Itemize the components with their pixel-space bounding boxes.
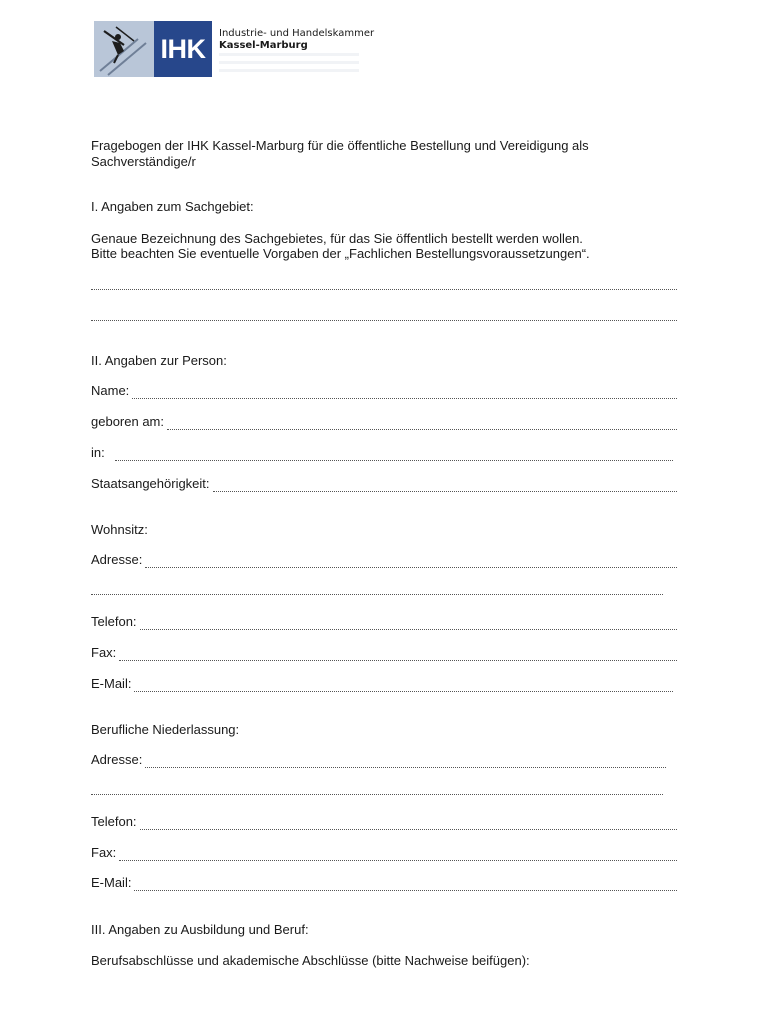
nationality-input-line[interactable] bbox=[213, 480, 677, 492]
birthdate-input-line[interactable] bbox=[167, 418, 677, 430]
subject-area-field-1[interactable] bbox=[91, 278, 677, 290]
residence-fax-field[interactable] bbox=[91, 645, 677, 661]
residence-address-field[interactable] bbox=[91, 552, 677, 568]
residence-email-input-line[interactable] bbox=[134, 680, 673, 692]
section-1-text-1: Genaue Bezeichnung des Sachgebietes, für das Sie öffentlich bestellt werden wollen. bbox=[91, 231, 583, 246]
name-label: Name: bbox=[91, 383, 130, 398]
residence-phone-field[interactable] bbox=[91, 614, 677, 630]
office-phone-label: Telefon: bbox=[91, 814, 137, 829]
section-2-heading: II. Angaben zur Person: bbox=[91, 353, 227, 368]
section-3-text-1: Berufsabschlüsse und akademische Abschlüsse (bitte Nachweise beifügen): bbox=[91, 953, 530, 968]
name-input-line[interactable] bbox=[132, 387, 677, 399]
residence-phone-label: Telefon: bbox=[91, 614, 137, 629]
office-address-input-line[interactable] bbox=[145, 756, 666, 768]
office-email-label: E-Mail: bbox=[91, 875, 132, 890]
document-title-line-1: Fragebogen der IHK Kassel-Marburg für die öffentliche Bestellung und Vereidigung als bbox=[91, 138, 589, 153]
residence-address-label: Adresse: bbox=[91, 552, 143, 567]
document-title-line-2: Sachverständige/r bbox=[91, 154, 196, 169]
office-address-field-2[interactable] bbox=[91, 783, 663, 795]
logo-line-2: Kassel-Marburg bbox=[219, 40, 308, 51]
nationality-label: Staatsangehörigkeit: bbox=[91, 476, 210, 491]
birthdate-field[interactable] bbox=[91, 414, 677, 430]
residence-address-input-line[interactable] bbox=[145, 556, 677, 568]
section-1-heading: I. Angaben zum Sachgebiet: bbox=[91, 199, 254, 214]
residence-phone-input-line[interactable] bbox=[140, 618, 677, 630]
office-email-input-line[interactable] bbox=[134, 879, 677, 891]
office-fax-input-line[interactable] bbox=[119, 849, 677, 861]
office-address-label: Adresse: bbox=[91, 752, 143, 767]
logo-photo bbox=[94, 21, 154, 77]
office-phone-input-line[interactable] bbox=[140, 818, 677, 830]
name-field[interactable] bbox=[91, 383, 677, 399]
section-1-text-2: Bitte beachten Sie eventuelle Vorgaben der „Fachlichen Bestellungsvoraussetzungen“. bbox=[91, 246, 590, 261]
skier-icon bbox=[94, 21, 154, 77]
subject-area-field-2[interactable] bbox=[91, 309, 677, 321]
logo-chamber-name bbox=[219, 28, 374, 52]
nationality-field[interactable] bbox=[91, 476, 677, 492]
logo-mark: IHK bbox=[154, 21, 212, 77]
logo-line-1: Industrie- und Handelskammer bbox=[219, 28, 375, 39]
section-3-heading: III. Angaben zu Ausbildung und Beruf: bbox=[91, 922, 309, 937]
birthplace-field[interactable] bbox=[91, 445, 673, 461]
office-address-field[interactable] bbox=[91, 752, 666, 768]
residence-heading: Wohnsitz: bbox=[91, 522, 148, 537]
ihk-logo bbox=[94, 21, 375, 77]
residence-email-label: E-Mail: bbox=[91, 676, 132, 691]
residence-address-field-2[interactable] bbox=[91, 583, 663, 595]
birthdate-label: geboren am: bbox=[91, 414, 164, 429]
office-fax-label: Fax: bbox=[91, 845, 117, 860]
office-heading: Berufliche Niederlassung: bbox=[91, 722, 240, 737]
logo-faint-lines bbox=[219, 53, 359, 75]
office-fax-field[interactable] bbox=[91, 845, 677, 861]
birthplace-input-line[interactable] bbox=[115, 449, 673, 461]
residence-email-field[interactable] bbox=[91, 676, 673, 692]
birthplace-label: in: bbox=[91, 445, 105, 460]
residence-fax-input-line[interactable] bbox=[119, 649, 677, 661]
residence-fax-label: Fax: bbox=[91, 645, 117, 660]
office-email-field[interactable] bbox=[91, 875, 677, 891]
office-phone-field[interactable] bbox=[91, 814, 677, 830]
